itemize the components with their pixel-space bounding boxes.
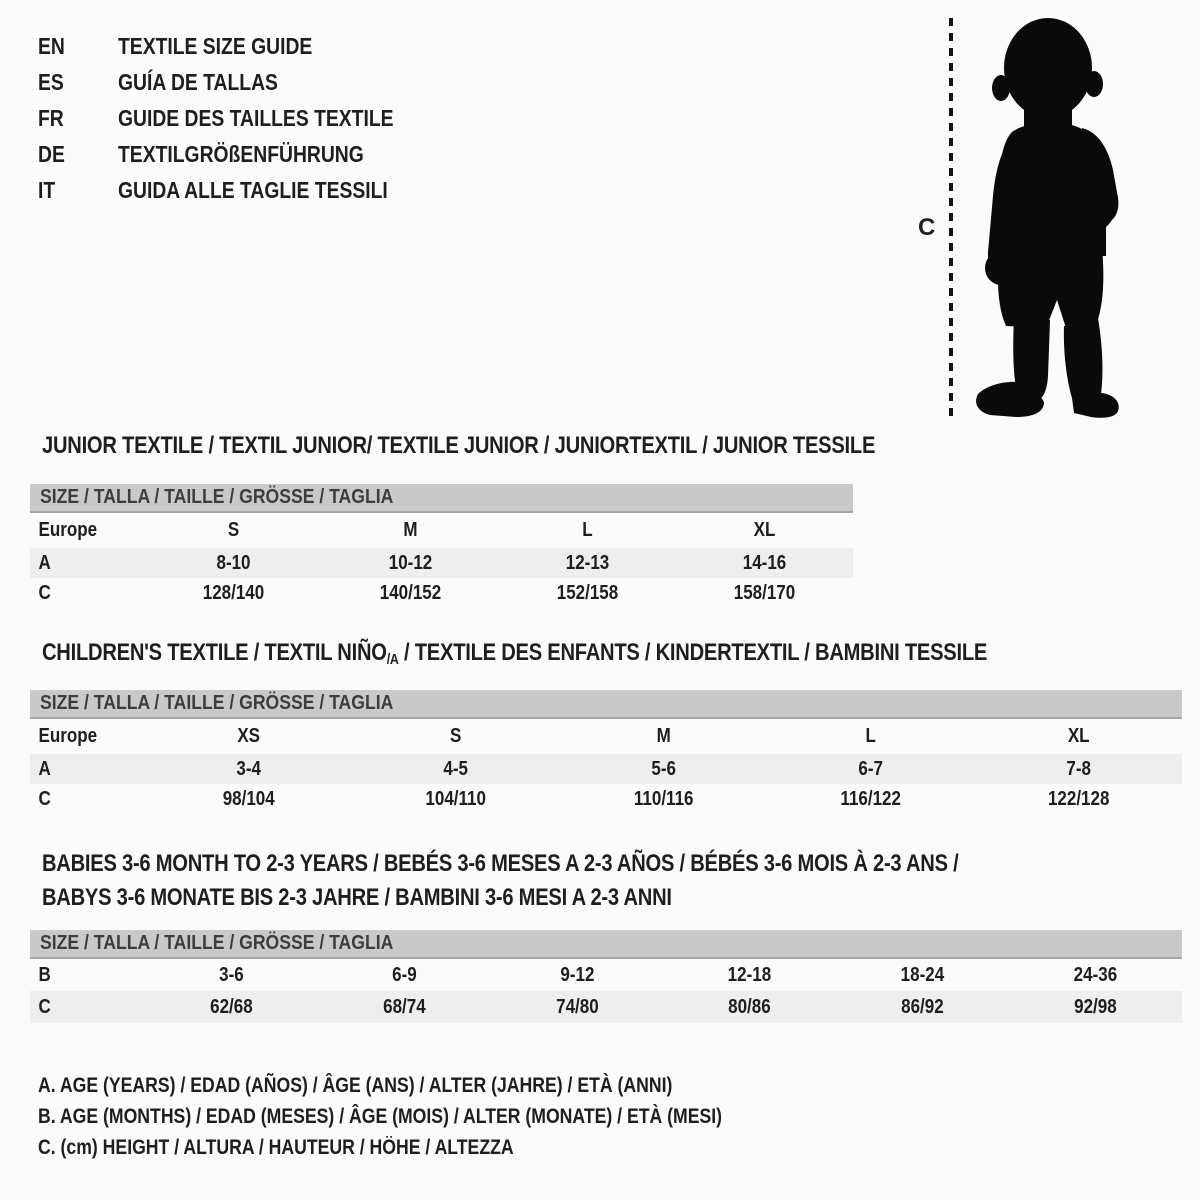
age-value: 8-10	[216, 551, 251, 574]
language-code: IT	[38, 176, 56, 203]
size-col-s: S	[450, 725, 462, 747]
children-title-suffix: / TEXTILE DES ENFANTS / KINDERTEXTIL / BAMBINI TESSILE	[398, 639, 988, 666]
months-value: 18-24	[900, 963, 945, 986]
age-value: 10-12	[388, 551, 433, 574]
size-header-text: SIZE / TALLA / TAILLE / GRÖSSE / TAGLIA	[40, 692, 394, 714]
months-value: 24-36	[1073, 963, 1118, 986]
height-value: 110/116	[633, 787, 694, 810]
months-value: 9-12	[560, 963, 595, 986]
row-label: C	[38, 787, 51, 810]
height-value: 86/92	[901, 995, 945, 1018]
height-value: 92/98	[1074, 995, 1117, 1018]
children-size-table	[30, 690, 1182, 814]
table-row-age	[30, 754, 1182, 784]
legend-line-a: A. AGE (YEARS) / EDAD (AÑOS) / ÂGE (ANS) / ALTER (JAHRE) / ETÀ (ANNI)	[38, 1074, 673, 1097]
language-code: FR	[38, 104, 64, 131]
guide-title-fr: GUIDE DES TAILLES TEXTILE	[118, 104, 394, 131]
language-row-en	[38, 28, 446, 64]
age-value: 6-7	[858, 757, 884, 780]
table-header-row	[30, 719, 1182, 754]
guide-title-es: GUÍA DE TALLAS	[118, 68, 278, 95]
children-title-prefix: CHILDREN'S TEXTILE / TEXTIL NIÑO	[42, 639, 387, 666]
age-value: 5-6	[651, 757, 676, 780]
language-row-es	[38, 64, 446, 100]
junior-size-table	[30, 484, 853, 608]
language-list	[38, 28, 446, 208]
row-label: A	[38, 551, 51, 574]
table-row-months	[30, 959, 1182, 991]
guide-title-it: GUIDA ALLE TAGLIE TESSILI	[118, 176, 388, 203]
size-col-l: L	[582, 519, 593, 541]
size-header-text: SIZE / TALLA / TAILLE / GRÖSSE / TAGLIA	[40, 486, 394, 508]
language-code: ES	[38, 68, 64, 95]
table-row-height	[30, 578, 853, 608]
size-col-m: M	[656, 725, 671, 747]
language-code: DE	[38, 140, 65, 167]
table-header-row	[30, 513, 853, 548]
age-value: 4-5	[443, 757, 469, 780]
table-row-height	[30, 784, 1182, 814]
height-value: 122/128	[1047, 787, 1110, 810]
size-header-text: SIZE / TALLA / TAILLE / GRÖSSE / TAGLIA	[40, 932, 394, 954]
size-col-xl: XL	[753, 519, 776, 541]
height-value: 104/110	[425, 787, 487, 810]
legend	[38, 1070, 852, 1163]
legend-line-c: C. (cm) HEIGHT / ALTURA / HAUTEUR / HÖHE / ALTEZZA	[38, 1136, 514, 1159]
age-value: 7-8	[1065, 757, 1091, 780]
height-value: 80/86	[728, 995, 772, 1018]
babies-section-title	[42, 847, 958, 915]
age-value: 12-13	[565, 551, 610, 574]
size-header-bar	[30, 930, 1182, 959]
size-col-l: L	[865, 725, 877, 747]
babies-title-line1: BABIES 3-6 MONTH TO 2-3 YEARS / BEBÉS 3-6 MESES A 2-3 AÑOS / BÉBÉS 3-6 MOIS À 2-3 ANS /	[42, 850, 959, 877]
row-label: A	[38, 757, 51, 780]
babies-title-line2: BABYS 3-6 MONATE BIS 2-3 JAHRE / BAMBINI 3-6 MESI A 2-3 ANNI	[42, 884, 672, 911]
height-value: 116/122	[840, 787, 902, 810]
size-header-bar	[30, 484, 853, 513]
junior-section-title: JUNIOR TEXTILE / TEXTIL JUNIOR/ TEXTILE JUNIOR / JUNIORTEXTIL / JUNIOR TESSILE	[42, 432, 876, 459]
height-value: 98/104	[222, 787, 275, 810]
row-label: B	[38, 963, 51, 986]
size-col-xl: XL	[1067, 725, 1090, 747]
height-measure-dashed-line	[949, 18, 953, 418]
height-value: 74/80	[555, 995, 599, 1018]
children-title-sub: /A	[386, 652, 399, 668]
months-value: 6-9	[391, 963, 417, 986]
age-value: 3-4	[236, 757, 261, 780]
children-section-title	[42, 639, 987, 667]
size-col-m: M	[403, 519, 418, 541]
height-value: 68/74	[382, 995, 426, 1018]
row-label: C	[38, 581, 51, 604]
guide-title-en: TEXTILE SIZE GUIDE	[118, 32, 313, 59]
row-label: C	[38, 995, 51, 1018]
height-value: 128/140	[202, 581, 265, 604]
height-value: 62/68	[210, 995, 253, 1018]
region-label: Europe	[38, 519, 98, 541]
height-value: 140/152	[379, 581, 442, 604]
height-measure-label: C	[918, 214, 936, 241]
babies-size-table	[30, 930, 1182, 1023]
size-col-xs: XS	[237, 725, 261, 747]
language-row-it	[38, 172, 446, 208]
height-value: 152/158	[556, 581, 619, 604]
toddler-silhouette-icon	[966, 16, 1134, 418]
legend-line-b: B. AGE (MONTHS) / EDAD (MESES) / ÂGE (MOIS) / ALTER (MONATE) / ETÀ (MESI)	[38, 1105, 723, 1128]
language-code: EN	[38, 32, 65, 59]
language-row-de	[38, 136, 446, 172]
age-value: 14-16	[742, 551, 787, 574]
region-label: Europe	[38, 725, 98, 747]
months-value: 3-6	[219, 963, 244, 986]
height-measure-figure	[900, 14, 1160, 424]
height-value: 158/170	[733, 581, 796, 604]
guide-title-de: TEXTILGRÖßENFÜHRUNG	[118, 140, 364, 167]
size-header-bar	[30, 690, 1182, 719]
table-row-age	[30, 548, 853, 578]
months-value: 12-18	[728, 963, 772, 986]
table-row-height	[30, 991, 1182, 1023]
size-col-s: S	[227, 519, 240, 541]
language-row-fr	[38, 100, 446, 136]
